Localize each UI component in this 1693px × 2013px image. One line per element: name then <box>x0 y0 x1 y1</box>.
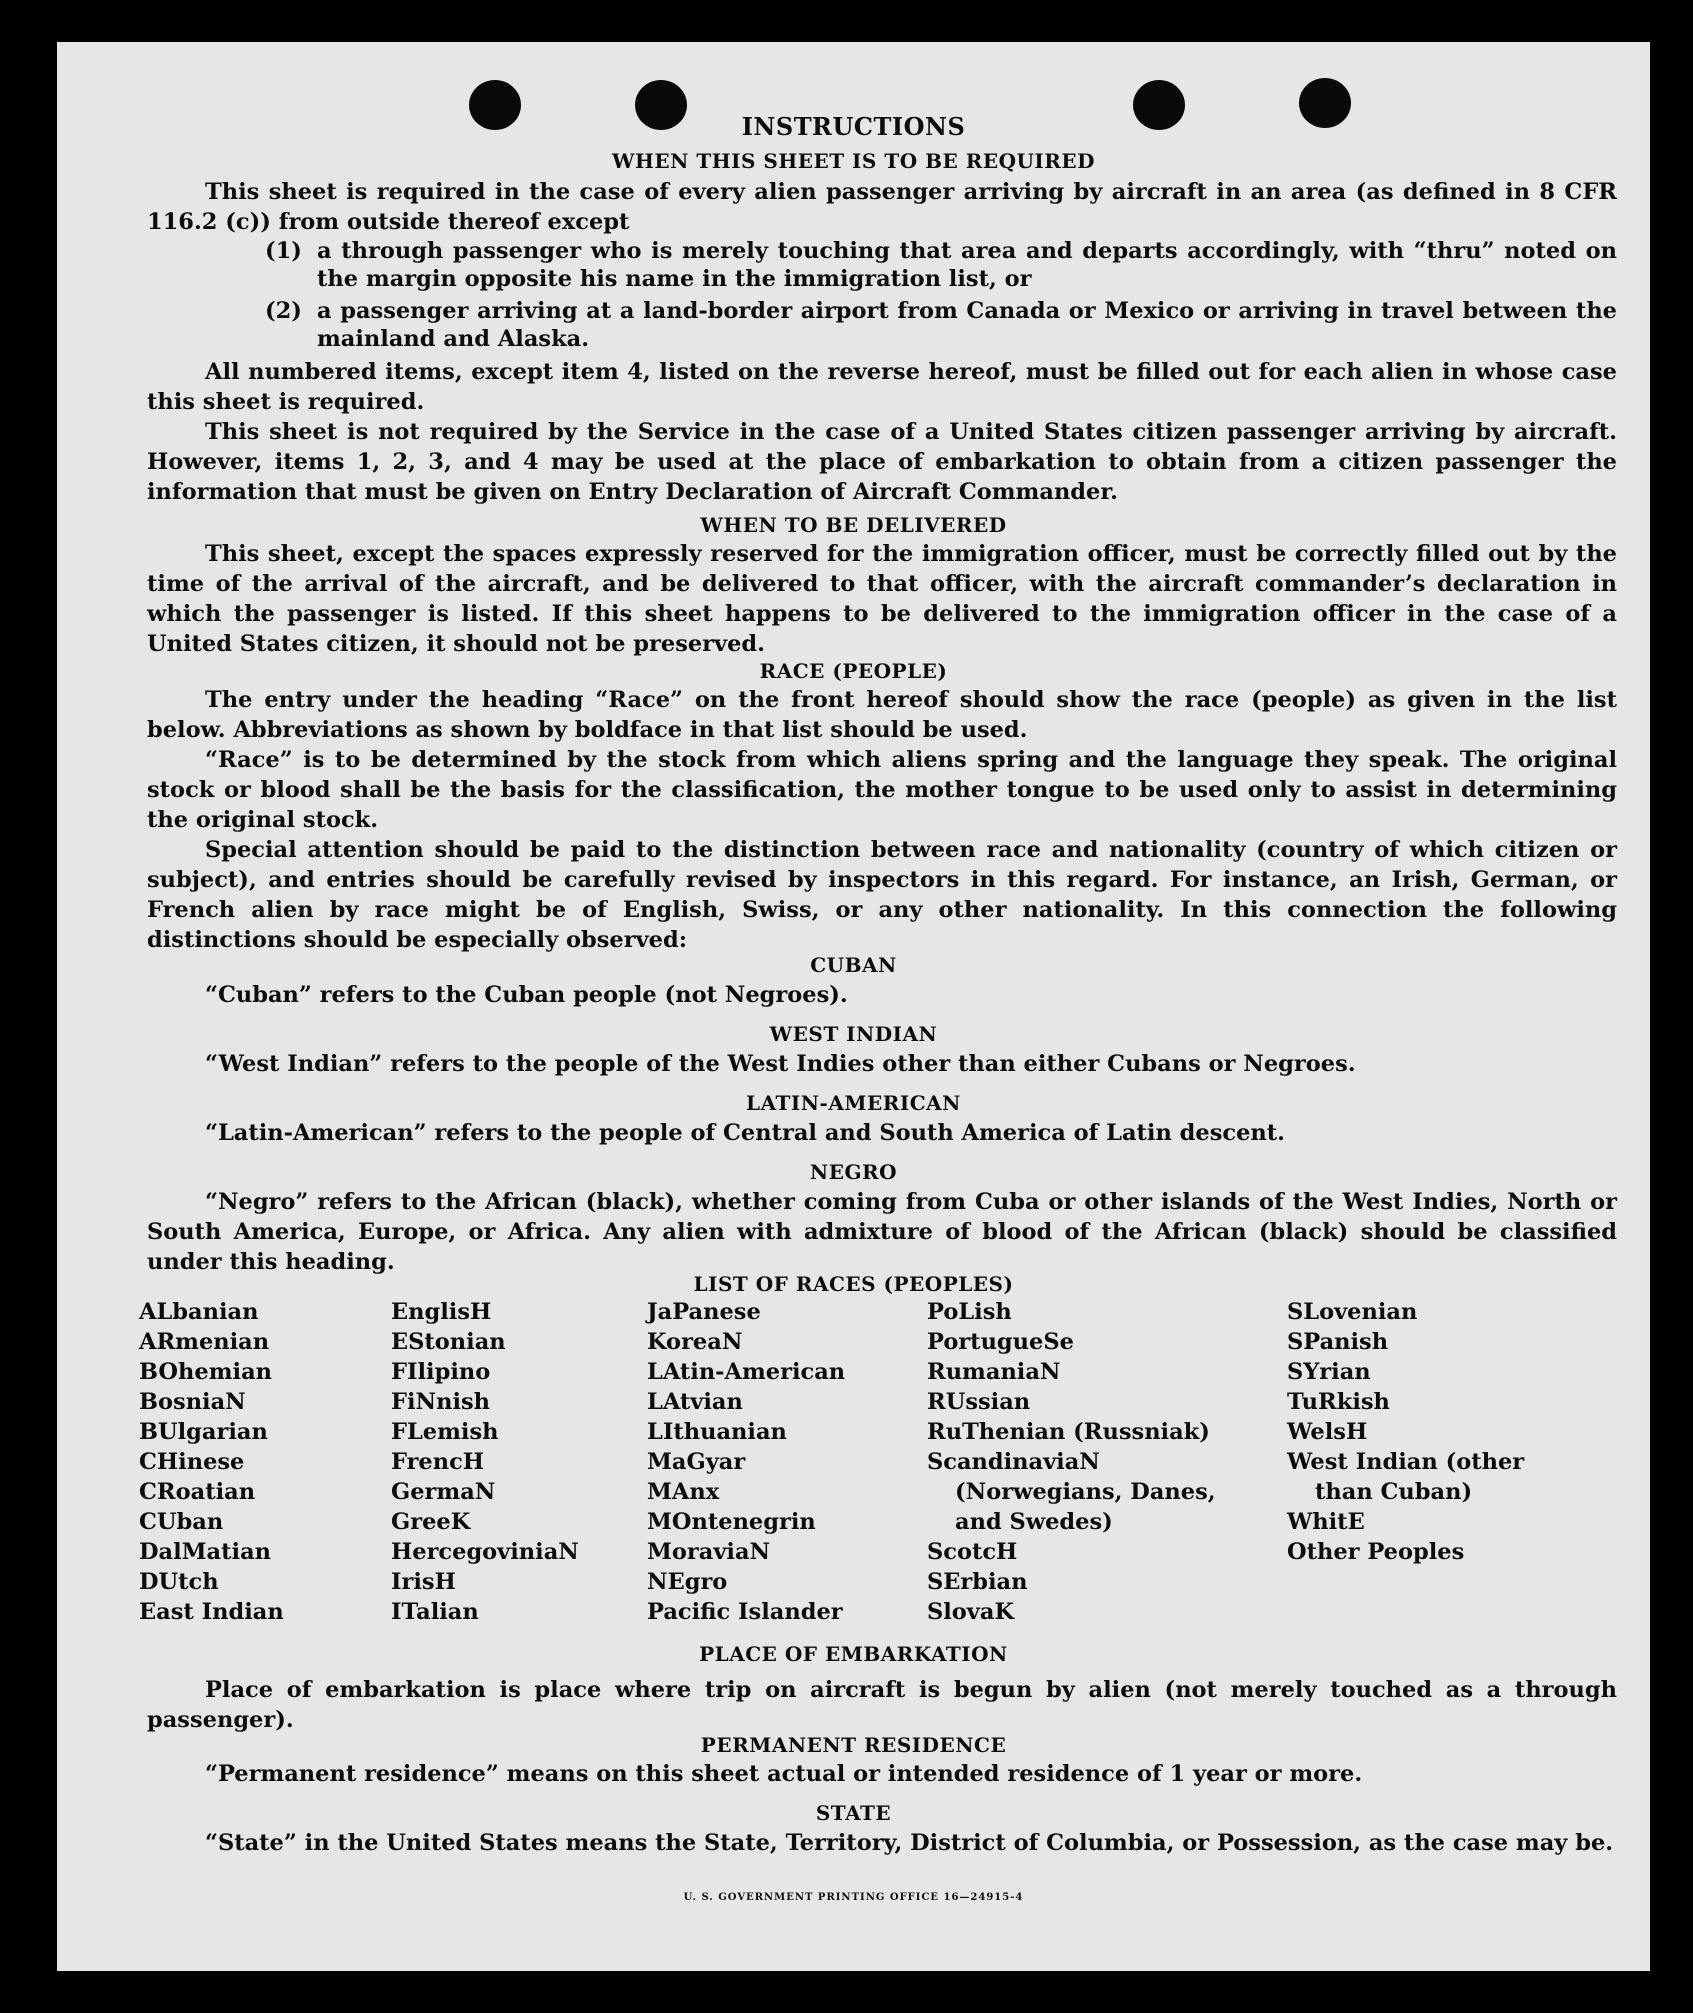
race-entry: ScandinaviaN (Norwegians, Danes, and Swedes) <box>927 1449 1216 1535</box>
race-entry: HercegoviniaN <box>391 1539 579 1565</box>
heading-state: STATE <box>815 1801 892 1825</box>
race-entry: MaGyar <box>647 1449 746 1475</box>
race-entry: WhitE <box>1287 1509 1365 1535</box>
race-entry: TuRkish <box>1287 1389 1390 1415</box>
race-entry: IrisH <box>391 1569 456 1595</box>
heading-when-required: WHEN THIS SHEET IS TO BE REQUIRED <box>612 149 1095 173</box>
residence-paragraph: “Permanent residence” means on this sheet actual or intended residence of 1 year or more. <box>205 1761 1363 1787</box>
race-entry: MOntenegrin <box>647 1509 816 1535</box>
item-number: (2) <box>265 298 302 324</box>
race-entry: NEgro <box>647 1569 728 1595</box>
race-entry: ScotcH <box>927 1539 1018 1565</box>
race-entry: East Indian <box>139 1599 284 1625</box>
embarkation-paragraph: Place of embarkation is place where trip on aircraft is begun by alien (not merely touched as a through passenger). <box>147 1677 1617 1733</box>
race-entry: EnglisH <box>391 1299 492 1325</box>
race-entry: RUssian <box>927 1389 1031 1415</box>
race-entry: CHinese <box>139 1449 245 1475</box>
races-column-3 <box>647 1297 917 1627</box>
heading-cuban: CUBAN <box>810 953 897 977</box>
races-column-2 <box>391 1297 631 1627</box>
race-entry: EStonian <box>391 1329 506 1355</box>
race-entry: MoraviaN <box>647 1539 771 1565</box>
race-entry: FLemish <box>391 1419 499 1445</box>
race-entry: RuThenian (Russniak) <box>927 1419 1210 1445</box>
item-number: (1) <box>265 238 302 264</box>
race-entry: Other Peoples <box>1287 1539 1465 1565</box>
item-text: a passenger arriving at a land-border airport from Canada or Mexico or arriving in travel between the mainland and Alaska. <box>317 298 1617 352</box>
race-entry: SYrian <box>1287 1359 1371 1385</box>
page-title: INSTRUCTIONS <box>741 112 966 141</box>
race-entry: DUtch <box>139 1569 219 1595</box>
race-entry: BUlgarian <box>139 1419 268 1445</box>
race-entry: RumaniaN <box>927 1359 1061 1385</box>
west-indian-paragraph: “West Indian” refers to the people of the West Indies other than either Cubans or Negroes. <box>205 1051 1356 1077</box>
numbered-items-paragraph: All numbered items, except item 4, listed on the reverse hereof, must be filled out for each alien in whose case this sheet is required. <box>147 359 1617 415</box>
race-entry: West Indian (other than Cuban) <box>1287 1449 1525 1505</box>
race-entry: DalMatian <box>139 1539 272 1565</box>
race-paragraph-3: Special attention should be paid to the distinction between race and nationality (country of which citizen or subject), and entries should be carefully revised by inspectors in this regard. For instance, an Irish, German, or French alien by race might be of English, Swiss, or any other nationality. In this connection the following distinctions should be especially observed: <box>147 837 1617 953</box>
race-entry: GreeK <box>391 1509 471 1535</box>
heading-list-of-races: LIST OF RACES (PEOPLES) <box>693 1272 1014 1296</box>
citizen-paragraph: This sheet is not required by the Service in the case of a United States citizen passenger arriving by aircraft. However, items 1, 2, 3, and 4 may be used at the place of embarkation to obtain from a citizen passenger the information that must be given on Entry Declaration of Aircraft Commander. <box>147 419 1617 505</box>
heading-race: RACE (PEOPLE) <box>759 659 948 683</box>
race-entry: ARmenian <box>139 1329 270 1355</box>
heading-when-delivered: WHEN TO BE DELIVERED <box>700 513 1007 537</box>
races-column-5 <box>1287 1297 1557 1567</box>
races-column-1 <box>139 1297 379 1627</box>
latin-american-paragraph: “Latin-American” refers to the people of Central and South America of Latin descent. <box>205 1120 1285 1146</box>
cuban-paragraph: “Cuban” refers to the Cuban people (not Negroes). <box>205 982 848 1008</box>
form-sheet <box>57 42 1650 1971</box>
races-column-4 <box>927 1297 1222 1627</box>
race-entry: SLovenian <box>1287 1299 1418 1325</box>
required-intro: This sheet is required in the case of every alien passenger arriving by aircraft in an area (as defined in 8 CFR 116.2 (c)) from outside thereof except <box>147 179 1617 235</box>
race-paragraph-2: “Race” is to be determined by the stock from which aliens spring and the language they speak. The original stock or blood shall be the basis for the classification, the mother tongue to be used only to assist in determining the original stock. <box>147 747 1617 833</box>
race-entry: SlovaK <box>927 1599 1015 1625</box>
printing-office-imprint: U. S. GOVERNMENT PRINTING OFFICE 16—24915-4 <box>683 1892 1024 1903</box>
race-entry: JaPanese <box>647 1299 761 1325</box>
race-paragraph-1: The entry under the heading “Race” on the front hereof should show the race (people) as given in the list below. Abbreviations as shown by boldface in that list should be used. <box>147 687 1617 743</box>
race-entry: FIlipino <box>391 1359 491 1385</box>
race-entry: ALbanian <box>139 1299 259 1325</box>
race-entry: GermaN <box>391 1479 496 1505</box>
race-entry: KoreaN <box>647 1329 743 1355</box>
race-entry: SErbian <box>927 1569 1028 1595</box>
race-entry: Pacific Islander <box>647 1599 843 1625</box>
race-entry: SPanish <box>1287 1329 1389 1355</box>
race-entry: PortugueSe <box>927 1329 1074 1355</box>
race-entry: MAnx <box>647 1479 720 1505</box>
item-text: a through passenger who is merely touching that area and departs accordingly, with “thru” noted on the margin opposite his name in the immigration list, or <box>317 238 1617 292</box>
race-entry: FrencH <box>391 1449 485 1475</box>
race-entry: LAtin-American <box>647 1359 846 1385</box>
heading-permanent-residence: PERMANENT RESIDENCE <box>700 1733 1007 1757</box>
heading-negro: NEGRO <box>809 1160 898 1184</box>
race-entry: FiNnish <box>391 1389 491 1415</box>
state-paragraph: “State” in the United States means the State, Territory, District of Columbia, or Possession, as the case may be. <box>205 1830 1614 1856</box>
exception-item-2 <box>265 297 1617 353</box>
race-entry: PoLish <box>927 1299 1012 1325</box>
heading-latin-american: LATIN-AMERICAN <box>746 1091 961 1115</box>
race-entry: BOhemian <box>139 1359 273 1385</box>
race-entry: WelsH <box>1287 1419 1368 1445</box>
exception-item-1 <box>265 237 1617 293</box>
race-entry: BosniaN <box>139 1389 246 1415</box>
race-entry: CUban <box>139 1509 224 1535</box>
heading-place-of-embarkation: PLACE OF EMBARKATION <box>699 1642 1008 1666</box>
heading-west-indian: WEST INDIAN <box>769 1022 938 1046</box>
delivered-paragraph: This sheet, except the spaces expressly reserved for the immigration officer, must be correctly filled out by the time of the arrival of the aircraft, and be delivered to that officer, with the aircraft commander’s declaration in which the passenger is listed. If this sheet happens to be delivered to the immigration officer in the case of a United States citizen, it should not be preserved. <box>147 541 1617 657</box>
race-entry: CRoatian <box>139 1479 256 1505</box>
race-entry: LIthuanian <box>647 1419 787 1445</box>
race-entry: ITalian <box>391 1599 479 1625</box>
race-entry: LAtvian <box>647 1389 743 1415</box>
negro-paragraph: “Negro” refers to the African (black), whether coming from Cuba or other islands of the West Indies, North or South America, Europe, or Africa. Any alien with admixture of blood of the African (black) should be classified under this heading. <box>147 1189 1617 1275</box>
